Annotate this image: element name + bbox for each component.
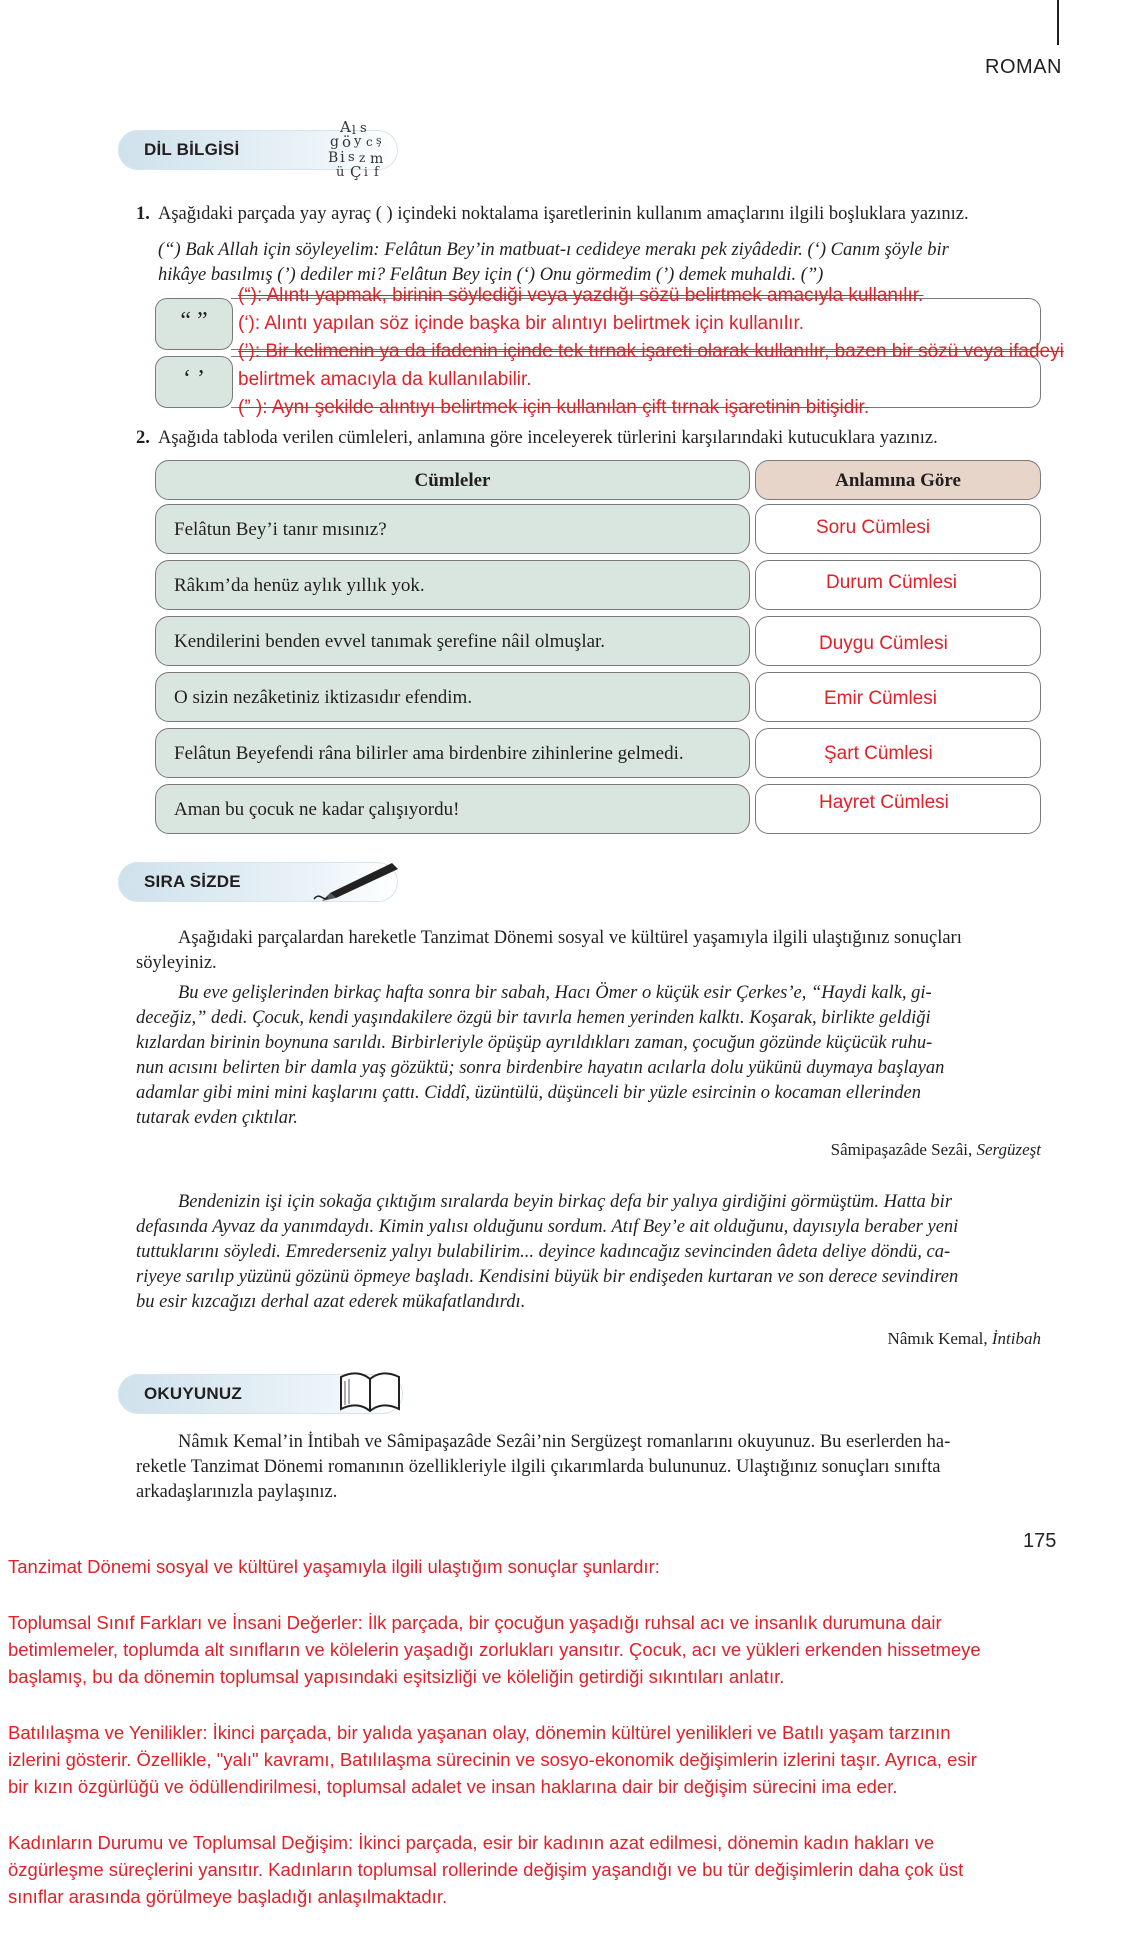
answer-text: Şart Cümlesi (824, 743, 933, 764)
section-title: ROMAN (985, 56, 1062, 78)
quote-line-1: (“) Bak Allah için söyleyelim: Felâtun Bey’in matbuat-ı cedideye merakı pek ziyâdedir. (‘) Canım şöyle bir (158, 240, 949, 260)
notes-line: izlerini gösterir. Özellikle, "yalı" kavramı, Batılılaşma sürecinin ve sosyo-ekonomik değişimlerin izlerini taşır. Ayrıca, esir (8, 1749, 977, 1770)
notes-line: bir kızın özgürlüğü ve ödüllendirilmesi, toplumsal adalet ve insan haklarına dair bir değişim sürecini ima eder. (8, 1776, 898, 1797)
quote-line-2: hikâye basılmış (’) dediler mi? Felâtun Bey için (‘) Onu görmedim (’) demek muhaldi. (”) (158, 265, 824, 285)
col-header-sentences-label: Cümleler (414, 470, 491, 491)
open-book-icon (335, 1367, 405, 1415)
svg-text:g: g (330, 134, 339, 150)
sira-sizde-label: SIRA SİZDE (144, 872, 241, 891)
answer-text: Hayret Cümlesi (819, 792, 949, 813)
passage-1-line: adamlar gibi mini mini kaşlarını çattı. Ciddî, üzüntülü, düşünceli bir yüzle esircinin o kocaman ellerinden (136, 1083, 921, 1103)
sentence-cell: Râkım’da henüz aylık yıllık yok. (155, 560, 750, 610)
okuyunuz-line: arkadaşlarınızla paylaşınız. (136, 1482, 338, 1502)
passage-2-source (888, 1326, 1041, 1351)
svg-text:B: B (328, 150, 339, 166)
answer-cell[interactable] (755, 784, 1041, 834)
passage-1-line: kızlardan birinin boynuna sarıldı. Birbirleriyle öpüşüp ayrıldıkları zaman, çocuğun gözünde küçücük ruhu- (136, 1033, 933, 1053)
passage-2-author: Nâmık Kemal, (887, 1329, 988, 1348)
answer-cell[interactable] (755, 728, 1041, 778)
single-quote-box: ‘ ’ (155, 356, 233, 408)
answer-line-5: (” ): Aynı şekilde alıntıyı belirtmek için kullanılan çift tırnak işaretinin bitişidir. (238, 397, 870, 418)
passage-2-line: defasında Ayvaz da yanımdaydı. Kimin yalısı olduğunu sordum. Atıf Bey’e ait olduğunu, dayısıyla beraber yeni (136, 1217, 959, 1237)
svg-text:f: f (374, 165, 379, 180)
passage-1-line: deceğiz,” dedi. Çocuk, kendi yaşındakilere özgü bir tavırla hemen yerinden kalktı. Koşarak, birlikte geldiği (136, 1008, 931, 1028)
svg-text:m: m (370, 151, 384, 167)
letters-icon (322, 118, 402, 180)
col-header-meaning-label: Anlamına Göre (835, 470, 961, 491)
notes-line: Batılılaşma ve Yenilikler: İkinci parçada, bir yalıda yaşanan olay, dönemin kültürel yenilikleri ve Batılı yaşam tarzının (8, 1722, 951, 1743)
passage-1-line: nun acısını belirten bir damla yaş gözüktü; sonra birdenbire hayatın acılarla dolu yükünü duymaya başlayan (136, 1058, 945, 1078)
notes-line: başlamış, bu da dönemin toplumsal yapısındaki eşitsizliği ve köleliğin getirdiği sıkıntıları anlatır. (8, 1666, 785, 1687)
passage-2-line: Bendenizin işi için sokağa çıktığım sıralarda beyin birkaç defa bir yalıya girdiğini görmüştüm. Hatta bir (178, 1192, 953, 1212)
sentence-cell: Felâtun Bey’i tanır mısınız? (155, 504, 750, 554)
answer-cell[interactable] (755, 504, 1041, 554)
passage-2-line: riyeye sarılıp yüzünü gözünü öpmeye başladı. Kendisini büyük bir endişeden kurtaran ve son derece sevindiren (136, 1267, 959, 1287)
sira-sizde-intro-1: Aşağıdaki parçalardan hareketle Tanzimat Dönemi sosyal ve kültürel yaşamıyla ilgili ulaştığınız sonuçları (178, 928, 962, 948)
answer-cell[interactable] (755, 616, 1041, 666)
answer-cell[interactable] (755, 672, 1041, 722)
pen-icon (310, 855, 405, 905)
notes-intro: Tanzimat Dönemi sosyal ve kültürel yaşamıyla ilgili ulaştığım sonuçlar şunlardır: (8, 1556, 660, 1577)
notes-line: özgürleşme süreçlerini yansıtır. Kadınların toplumsal rollerinde değişim yaşandığı ve bu tür değişimlerin daha çok üst (8, 1859, 964, 1880)
answer-text: Soru Cümlesi (816, 517, 931, 538)
page-number: 175 (1023, 1530, 1057, 1552)
passage-1-line: tutarak evden çıktılar. (136, 1108, 298, 1128)
answer-line-3: (’): Bir kelimenin ya da ifadenin içinde tek tırnak işareti olarak kullanılır, bazen bir sözü veya ifadeyi (238, 341, 1064, 362)
q2-number: 2. (136, 428, 150, 448)
notes-line: betimlemeler, toplumda alt sınıfların ve kölelerin yaşadığı zorlukları yansıtır. Çocuk, acı ve yükleri erkenden hissetmeye (8, 1639, 981, 1660)
okuyunuz-line: reketle Tanzimat Dönemi romanının özellikleriyle ilgili çıkarımlarda bulununuz. Ulaştığınız sonuçları sınıfta (136, 1457, 941, 1477)
svg-text:c: c (366, 135, 373, 149)
svg-text:ö: ö (342, 133, 352, 151)
passage-2-line: tuttuklarını söyledi. Emrederseniz yalıyı bulabilirim... deyince kadıncağız sevincinden âdeta deliye döndü, ca- (136, 1242, 951, 1262)
passage-2-line: bu esir kızcağızı derhal azat ederek mükafatlandırdı. (136, 1292, 526, 1312)
header-rule (1057, 0, 1059, 45)
col-header-meaning (755, 460, 1041, 500)
q1-number: 1. (136, 204, 150, 224)
svg-text:s: s (360, 121, 367, 136)
col-header-sentences (155, 460, 750, 500)
passage-1-source (831, 1137, 1041, 1162)
svg-text:i: i (364, 165, 368, 179)
okuyunuz-line: Nâmık Kemal’in İntibah ve Sâmipaşazâde Sezâi’nin Sergüzeşt romanlarını okuyunuz. Bu eserlerden ha- (178, 1432, 951, 1452)
notes-line: Toplumsal Sınıf Farkları ve İnsani Değerler: İlk parçada, bir çocuğun yaşadığı ruhsal acı ve insanlık durumuna dair (8, 1612, 942, 1633)
passage-2-work: İntibah (991, 1329, 1041, 1348)
answer-line-2: (‘): Alıntı yapılan söz içinde başka bir alıntıyı belirtmek için kullanılır. (238, 313, 805, 334)
q2-text: Aşağıda tabloda verilen cümleleri, anlamına göre inceleyerek türlerini karşılarındaki kutucuklara yazınız. (158, 428, 938, 448)
q1-text: Aşağıdaki parçada yay ayraç ( ) içindeki noktalama işaretlerinin kullanım amaçlarını ilgili boşluklara yazınız. (158, 204, 969, 224)
svg-text:y: y (354, 134, 362, 149)
svg-text:A: A (340, 118, 351, 136)
notes-line: sınıflar arasında görülmeye başladığı anlaşılmaktadır. (8, 1886, 448, 1907)
answer-text: Durum Cümlesi (826, 572, 957, 593)
svg-text:ş: ş (376, 134, 382, 147)
double-quote-box: “ ” (155, 298, 233, 350)
passage-1-work: Sergüzeşt (976, 1140, 1041, 1159)
svg-text:i: i (340, 148, 345, 166)
sentence-cell: Kendilerini benden evvel tanımak şerefine nâil olmuşlar. (155, 616, 750, 666)
svg-text:l: l (352, 123, 356, 137)
svg-text:Ç: Ç (350, 163, 362, 180)
svg-text:z: z (359, 151, 366, 165)
answer-text: Emir Cümlesi (824, 688, 937, 709)
dil-bilgisi-label: DİL BİLGİSİ (144, 140, 240, 159)
passage-1-author: Sâmipaşazâde Sezâi, (830, 1140, 973, 1159)
answer-line-1: (“): Alıntı yapmak, birinin söylediği veya yazdığı sözü belirtmek amacıyla kullanılır. (238, 285, 924, 306)
sentence-cell: O sizin nezâketiniz iktizasıdır efendim. (155, 672, 750, 722)
sentence-cell: Aman bu çocuk ne kadar çalışıyordu! (155, 784, 750, 834)
sira-sizde-intro-2: söyleyiniz. (136, 953, 217, 973)
passage-1-line: Bu eve gelişlerinden birkaç hafta sonra bir sabah, Hacı Ömer o küçük esir Çerkes’e, “Haydi kalk, gi- (178, 983, 932, 1003)
sentence-cell: Felâtun Beyefendi râna bilirler ama birdenbire zihinlerine gelmedi. (155, 728, 750, 778)
svg-text:s: s (348, 150, 355, 165)
answer-line-4: belirtmek amacıyla da kullanılabilir. (238, 369, 532, 390)
notes-line: Kadınların Durumu ve Toplumsal Değişim: İkinci parçada, esir bir kadının azat edilmesi, dönemin kadın hakları ve (8, 1832, 935, 1853)
okuyunuz-label: OKUYUNUZ (144, 1384, 242, 1403)
answer-text: Duygu Cümlesi (819, 633, 948, 654)
svg-text:ü: ü (336, 165, 345, 180)
answer-cell[interactable] (755, 560, 1041, 610)
